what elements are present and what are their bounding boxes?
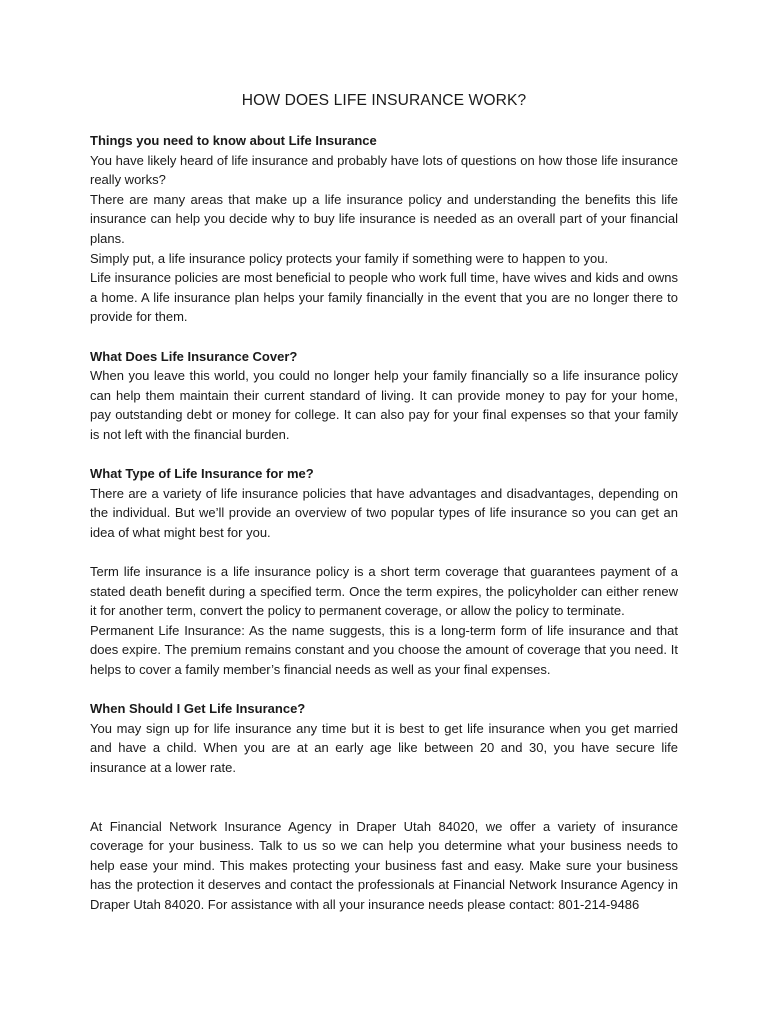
paragraph: There are a variety of life insurance policies that have advantages and disadvantages, depending on the individual. But we’ll provide an overview of two popular types of life insurance so you can get an idea of what might best for you. <box>90 485 678 540</box>
paragraph: Life insurance policies are most beneficial to people who work full time, have wives and kids and owns a home. A life insurance plan helps your family financially in the event that you are no longer there to provide for them. <box>90 270 678 325</box>
section-heading: What Does Life Insurance Cover? <box>90 348 298 364</box>
section-heading: What Type of Life Insurance for me? <box>90 466 314 482</box>
section-heading: Things you need to know about Life Insurance <box>90 133 377 148</box>
paragraph: You have likely heard of life insurance and probably have lots of questions on how those life insurance really works? <box>90 152 678 188</box>
paragraph: When you leave this world, you could no longer help your family financially so a life insurance policy can help them maintain their current standard of living. It can provide money to pay for your home, pay outstanding debt or money for college. It can also pay for your final expenses so that your family is not left with the financial burden. <box>90 368 678 442</box>
paragraph: Simply put, a life insurance policy protects your family if something were to happen to you. <box>90 250 609 266</box>
section-when-get <box>90 699 678 777</box>
document-title: HOW DOES LIFE INSURANCE WORK? <box>241 92 527 109</box>
document-page <box>90 92 678 915</box>
closing-paragraph: At Financial Network Insurance Agency in Draper Utah 84020, we offer a variety of insurance coverage for your business. Talk to us so we can help you determine what your business needs to help ease your mind. This makes protecting your business fast and easy. Make sure your business has the protection it deserves and contact the professionals at Financial Network Insurance Agency in Draper Utah 84020. For assistance with all your insurance needs please contact: 801-214-9486 <box>90 818 678 912</box>
paragraph: There are many areas that make up a life insurance policy and understanding the benefits this life insurance can help you decide why to buy life insurance is needed as an overall part of your financial plans. <box>90 191 678 246</box>
paragraph: You may sign up for life insurance any time but it is best to get life insurance when you get married and have a child. When you are at an early age like between 20 and 30, you have secure life insurance at a lower rate. <box>90 720 678 775</box>
paragraph: Permanent Life Insurance: As the name suggests, this is a long-term form of life insurance and that does expire. The premium remains constant and you choose the amount of coverage that you need. It helps to cover a family member’s financial needs as well as your final expenses. <box>90 622 678 678</box>
section-things-to-know <box>90 131 678 327</box>
section-what-cover <box>90 347 678 445</box>
paragraph: Term life insurance is a life insurance policy is a short term coverage that guarantees payment of a stated death benefit during a specified term. Once the term expires, the policyholder can either renew it for another term, convert the policy to permanent coverage, or allow the policy to terminate. <box>90 564 678 619</box>
section-what-type <box>90 464 678 680</box>
section-heading: When Should I Get Life Insurance? <box>90 701 306 717</box>
